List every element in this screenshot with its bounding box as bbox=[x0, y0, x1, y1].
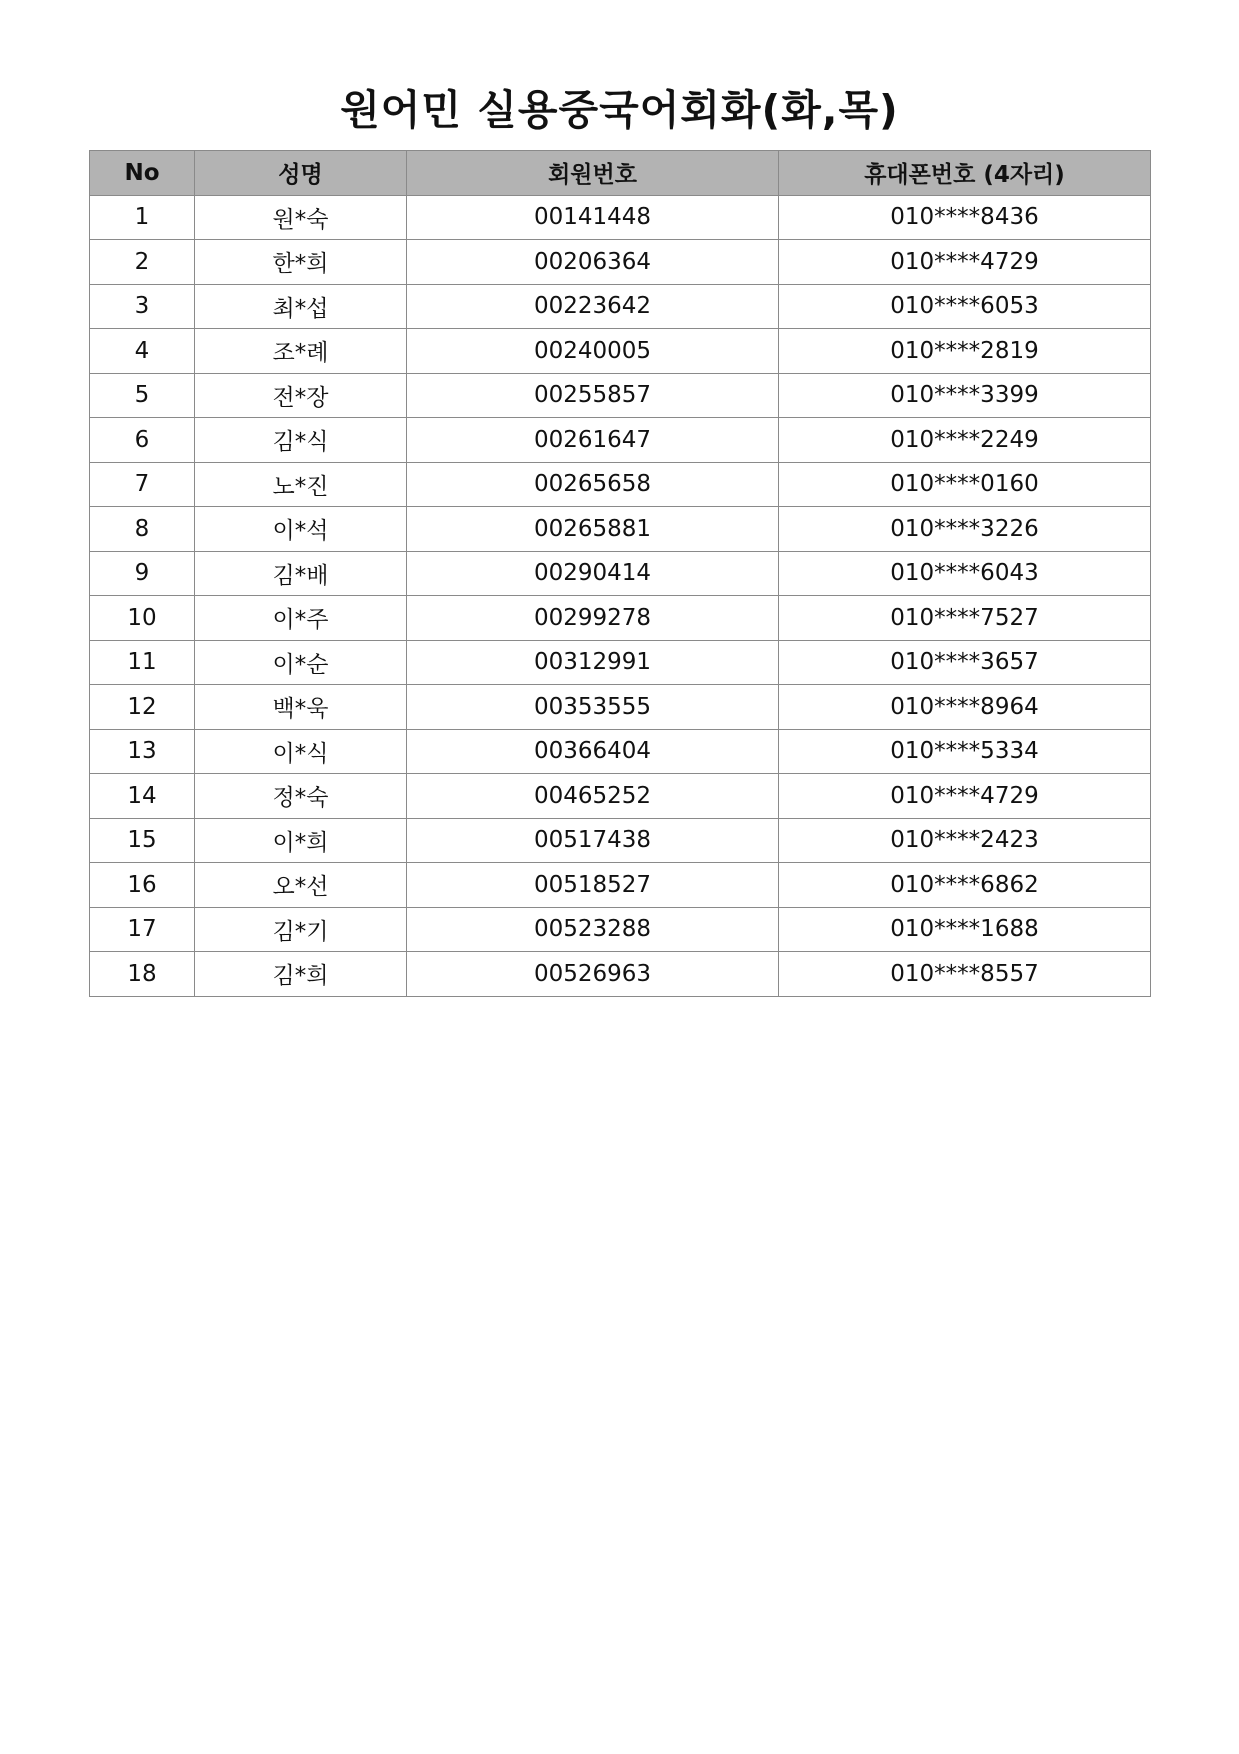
cell-name: 노*진 bbox=[195, 462, 407, 507]
cell-no: 15 bbox=[90, 818, 195, 863]
cell-name: 이*희 bbox=[195, 818, 407, 863]
cell-name: 이*식 bbox=[195, 729, 407, 774]
cell-no: 6 bbox=[90, 418, 195, 463]
cell-no: 7 bbox=[90, 462, 195, 507]
cell-no: 12 bbox=[90, 685, 195, 730]
cell-member-id: 00255857 bbox=[407, 373, 779, 418]
cell-name: 백*욱 bbox=[195, 685, 407, 730]
cell-name: 김*기 bbox=[195, 907, 407, 952]
cell-member-id: 00265881 bbox=[407, 507, 779, 552]
cell-phone: 010****2423 bbox=[779, 818, 1151, 863]
cell-phone: 010****8557 bbox=[779, 952, 1151, 997]
table-row bbox=[90, 863, 1151, 908]
cell-phone: 010****1688 bbox=[779, 907, 1151, 952]
cell-phone: 010****8436 bbox=[779, 195, 1151, 240]
cell-phone: 010****2819 bbox=[779, 329, 1151, 374]
cell-name: 김*배 bbox=[195, 551, 407, 596]
cell-no: 1 bbox=[90, 195, 195, 240]
table-row bbox=[90, 284, 1151, 329]
header-member-id: 회원번호 bbox=[407, 151, 779, 196]
cell-no: 16 bbox=[90, 863, 195, 908]
cell-phone: 010****6053 bbox=[779, 284, 1151, 329]
cell-phone: 010****6862 bbox=[779, 863, 1151, 908]
table-header-row bbox=[90, 151, 1151, 196]
cell-name: 김*희 bbox=[195, 952, 407, 997]
cell-member-id: 00366404 bbox=[407, 729, 779, 774]
cell-name: 김*식 bbox=[195, 418, 407, 463]
cell-name: 원*숙 bbox=[195, 195, 407, 240]
cell-phone: 010****7527 bbox=[779, 596, 1151, 641]
table-row bbox=[90, 818, 1151, 863]
table-row bbox=[90, 596, 1151, 641]
cell-phone: 010****3399 bbox=[779, 373, 1151, 418]
table-row bbox=[90, 507, 1151, 552]
cell-no: 17 bbox=[90, 907, 195, 952]
cell-member-id: 00353555 bbox=[407, 685, 779, 730]
cell-name: 최*섭 bbox=[195, 284, 407, 329]
cell-member-id: 00206364 bbox=[407, 240, 779, 285]
cell-name: 조*례 bbox=[195, 329, 407, 374]
table-row bbox=[90, 640, 1151, 685]
table-row bbox=[90, 729, 1151, 774]
cell-no: 4 bbox=[90, 329, 195, 374]
cell-phone: 010****3657 bbox=[779, 640, 1151, 685]
cell-member-id: 00223642 bbox=[407, 284, 779, 329]
cell-member-id: 00312991 bbox=[407, 640, 779, 685]
cell-member-id: 00261647 bbox=[407, 418, 779, 463]
cell-no: 18 bbox=[90, 952, 195, 997]
cell-phone: 010****6043 bbox=[779, 551, 1151, 596]
table-row bbox=[90, 952, 1151, 997]
cell-member-id: 00299278 bbox=[407, 596, 779, 641]
cell-member-id: 00141448 bbox=[407, 195, 779, 240]
cell-member-id: 00523288 bbox=[407, 907, 779, 952]
cell-member-id: 00517438 bbox=[407, 818, 779, 863]
cell-phone: 010****2249 bbox=[779, 418, 1151, 463]
cell-phone: 010****5334 bbox=[779, 729, 1151, 774]
cell-no: 9 bbox=[90, 551, 195, 596]
cell-member-id: 00265658 bbox=[407, 462, 779, 507]
table-row bbox=[90, 373, 1151, 418]
cell-phone: 010****4729 bbox=[779, 774, 1151, 819]
cell-no: 11 bbox=[90, 640, 195, 685]
cell-name: 전*장 bbox=[195, 373, 407, 418]
cell-member-id: 00518527 bbox=[407, 863, 779, 908]
table-row bbox=[90, 551, 1151, 596]
cell-phone: 010****3226 bbox=[779, 507, 1151, 552]
header-no: No bbox=[90, 151, 195, 196]
cell-no: 10 bbox=[90, 596, 195, 641]
cell-name: 이*주 bbox=[195, 596, 407, 641]
cell-no: 3 bbox=[90, 284, 195, 329]
cell-name: 정*숙 bbox=[195, 774, 407, 819]
table-row bbox=[90, 329, 1151, 374]
cell-name: 이*석 bbox=[195, 507, 407, 552]
table-row bbox=[90, 907, 1151, 952]
member-table bbox=[89, 150, 1151, 997]
table-row bbox=[90, 195, 1151, 240]
cell-phone: 010****4729 bbox=[779, 240, 1151, 285]
page-title: 원어민 실용중국어회화(화,목) bbox=[340, 86, 899, 134]
cell-name: 이*순 bbox=[195, 640, 407, 685]
cell-member-id: 00465252 bbox=[407, 774, 779, 819]
header-name: 성명 bbox=[195, 151, 407, 196]
table-row bbox=[90, 462, 1151, 507]
cell-name: 오*선 bbox=[195, 863, 407, 908]
table-row bbox=[90, 774, 1151, 819]
cell-member-id: 00526963 bbox=[407, 952, 779, 997]
table-row bbox=[90, 418, 1151, 463]
cell-no: 5 bbox=[90, 373, 195, 418]
cell-no: 13 bbox=[90, 729, 195, 774]
table-body bbox=[90, 195, 1151, 996]
cell-no: 2 bbox=[90, 240, 195, 285]
cell-no: 14 bbox=[90, 774, 195, 819]
cell-name: 한*희 bbox=[195, 240, 407, 285]
cell-phone: 010****0160 bbox=[779, 462, 1151, 507]
cell-phone: 010****8964 bbox=[779, 685, 1151, 730]
table-row bbox=[90, 240, 1151, 285]
cell-no: 8 bbox=[90, 507, 195, 552]
header-phone: 휴대폰번호 (4자리) bbox=[779, 151, 1151, 196]
table-row bbox=[90, 685, 1151, 730]
cell-member-id: 00290414 bbox=[407, 551, 779, 596]
cell-member-id: 00240005 bbox=[407, 329, 779, 374]
